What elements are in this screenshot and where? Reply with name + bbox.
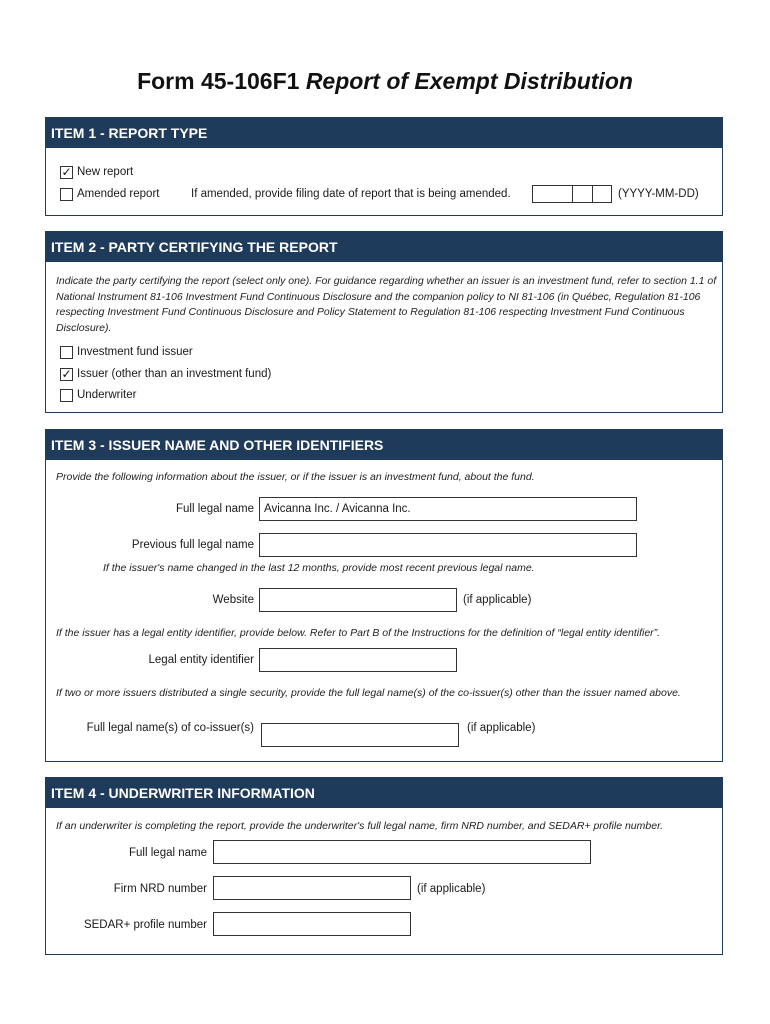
underwriter-label: Underwriter	[77, 389, 137, 401]
underwriter-name-field[interactable]	[213, 840, 591, 864]
item1-heading: ITEM 1 - REPORT TYPE	[46, 118, 722, 148]
amended-instruction: If amended, provide filing date of report that is being amended.	[191, 188, 511, 200]
firm-nrd-label: Firm NRD number	[113, 883, 207, 895]
item4-instructions: If an underwriter is completing the report, provide the underwriter's full legal name, firm NRD number, and SEDAR+ profile number.	[56, 820, 664, 832]
website-if-applicable: (if applicable)	[463, 594, 532, 606]
amended-date-field[interactable]	[532, 185, 612, 203]
coissuer-note: If two or more issuers distributed a single security, provide the full legal name(s) of the co-issuer(s) other than the issuer named above.	[56, 687, 681, 699]
item4-section	[45, 777, 723, 955]
website-label: Website	[212, 594, 254, 606]
investment-fund-issuer-checkbox[interactable]	[60, 346, 73, 359]
date-format-hint: (YYYY-MM-DD)	[618, 188, 699, 200]
issuer-label: Issuer (other than an investment fund)	[77, 368, 272, 380]
new-report-label: New report	[77, 166, 134, 178]
full-legal-name-field[interactable]: Avicanna Inc. / Avicanna Inc.	[259, 497, 637, 521]
previous-name-field[interactable]	[259, 533, 637, 557]
lei-note: If the issuer has a legal entity identifier, provide below. Refer to Part B of the Instructions for the definition of “legal entity identifier”.	[56, 627, 661, 639]
sedar-label: SEDAR+ profile number	[83, 919, 207, 931]
coissuer-label: Full legal name(s) of co-issuer(s)	[86, 722, 254, 734]
form-title	[0, 68, 770, 95]
item2-instructions: Indicate the party certifying the report (select only one). For guidance regarding whether an issuer is an investment fund, refer to section 1.1 of National Instrument 81-106 Investment Fund Continuous Disclosure and the companion policy to NI 81-106 (in Québec, Regulation 81-106 respecting Investment Fund Continuous Disclosure and Policy Statement to Regulation 81-106 respecting Investment Fund Continuous Disclosure).	[56, 275, 717, 334]
form-title-number: Form 45-106F1	[137, 68, 306, 94]
coissuer-field[interactable]	[261, 723, 459, 747]
amended-report-label: Amended report	[77, 188, 160, 200]
item3-instructions: Provide the following information about the issuer, or if the issuer is an investment fund, about the fund.	[56, 471, 535, 483]
lei-label: Legal entity identifier	[148, 654, 254, 666]
investment-fund-issuer-label: Investment fund issuer	[77, 346, 193, 358]
underwriter-name-label: Full legal name	[129, 847, 207, 859]
new-report-checkbox[interactable]: ✓	[61, 165, 72, 179]
item3-section	[45, 429, 723, 762]
item2-heading: ITEM 2 - PARTY CERTIFYING THE REPORT	[46, 232, 722, 262]
item4-heading: ITEM 4 - UNDERWRITER INFORMATION	[46, 778, 722, 808]
item3-heading: ITEM 3 - ISSUER NAME AND OTHER IDENTIFIERS	[46, 430, 722, 460]
amended-report-checkbox[interactable]	[60, 188, 73, 201]
sedar-field[interactable]	[213, 912, 411, 936]
lei-field[interactable]	[259, 648, 457, 672]
form-title-name: Report of Exempt Distribution	[305, 68, 633, 94]
previous-name-note: If the issuer's name changed in the last 12 months, provide most recent previous legal name.	[103, 562, 535, 574]
previous-name-label: Previous full legal name	[131, 539, 254, 551]
nrd-if-applicable: (if applicable)	[417, 883, 486, 895]
coissuer-if-applicable: (if applicable)	[467, 722, 536, 734]
website-field[interactable]	[259, 588, 457, 612]
firm-nrd-field[interactable]	[213, 876, 411, 900]
underwriter-checkbox[interactable]	[60, 389, 73, 402]
item2-section	[45, 231, 723, 413]
full-legal-name-label: Full legal name	[176, 503, 254, 515]
issuer-checkbox[interactable]: ✓	[61, 367, 72, 381]
item1-section	[45, 117, 723, 216]
